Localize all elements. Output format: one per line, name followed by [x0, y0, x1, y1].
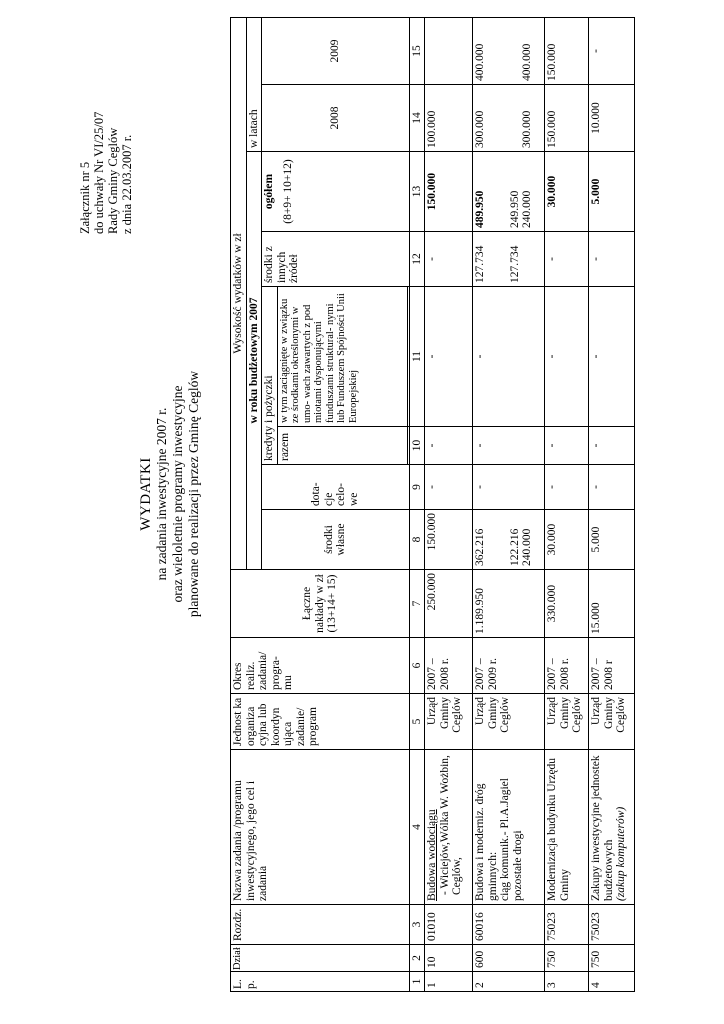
header-wysokosc: Wysokość wydatków w zł	[231, 17, 247, 569]
col-number: 10	[409, 427, 425, 465]
cell-w-tym: -	[589, 287, 635, 427]
cell-okres: 2007 – 2009 r.	[473, 638, 545, 694]
cell-okres: 2007 – 2008 r.	[545, 638, 589, 694]
header-dotacje: dota- cje celo- we	[262, 465, 410, 510]
header-rozdz: Rozdz.	[231, 905, 410, 945]
task-detail: - Wiciejów,Wólka W. Wożbin, Ceglów,	[438, 755, 463, 895]
cell-dotacje: -	[425, 465, 473, 510]
col-number: 9	[409, 465, 425, 510]
cell-srodki-inne: -	[589, 232, 635, 287]
cell-laczne: 1.189.950	[473, 570, 545, 638]
amount-total: 362.216	[474, 528, 486, 566]
header-jednostka: Jednost ka organiza cyjna lub koordyn ująca zadanie/ program	[231, 694, 410, 750]
amount-part: 300.000	[520, 110, 533, 148]
cell-okres: 2007 – 2008 r.	[425, 638, 473, 694]
header-w-roku: w roku budżetowym 2007	[246, 152, 262, 570]
col-number: 14	[409, 85, 425, 152]
cell-dotacje: -	[545, 465, 589, 510]
header-okres: Okres realiz. zadania/ progra- mu	[231, 638, 410, 694]
cell-2009: -	[589, 17, 635, 84]
table-row	[425, 17, 473, 991]
header-year-2008: 2008	[262, 85, 410, 152]
cell-2009	[473, 17, 545, 84]
amount-part: 249.950	[508, 190, 521, 228]
table-row	[473, 17, 545, 991]
cell-dzial: 750	[589, 945, 635, 972]
cell-dotacje: -	[589, 465, 635, 510]
cell-rozdz: 75023	[545, 905, 589, 945]
title-line: na zadania inwestycyjne 2007 r.	[154, 407, 169, 581]
amount-part: 122.216	[508, 528, 521, 566]
cell-srodki-wlasne: 5.000	[589, 510, 635, 570]
cell-w-tym: -	[545, 287, 589, 427]
cell-2009: 150.000	[545, 17, 589, 84]
cell-nazwa	[473, 750, 545, 905]
title-line: planowane do realizacji przez Gminę Ceglów	[186, 370, 201, 618]
cell-nazwa	[589, 750, 635, 905]
col-number: 4	[409, 750, 425, 905]
title-heading: WYDATKI	[138, 457, 154, 531]
cell-rozdz: 01010	[425, 905, 473, 945]
amount-part: 127.734	[508, 245, 521, 283]
cell-rozdz: 60016	[473, 905, 545, 945]
task-name: Zakupy inwestycyjne jednostek budżetowych	[590, 755, 615, 901]
cell-razem: -	[473, 427, 545, 465]
cell-jednostka: Urząd Gminy Ceglów	[425, 694, 473, 750]
amount-part: 240.000	[521, 528, 533, 566]
header-kredyty: kredyty i pożyczki	[262, 287, 278, 465]
attachment-line: Rady Gminy Ceglów	[106, 127, 120, 234]
header-ogolem	[262, 152, 410, 232]
col-number: 11	[409, 287, 425, 427]
cell-dotacje: -	[473, 465, 545, 510]
cell-srodki-inne: -	[425, 232, 473, 287]
title-line: oraz wieloletnie programy inwestycyjne	[170, 385, 185, 603]
header-dzial: Dział	[231, 945, 410, 972]
table-row	[589, 17, 635, 991]
column-number-row	[409, 17, 425, 991]
task-name: Budowa wodociągu	[426, 809, 438, 901]
cell-srodki-inne: -	[545, 232, 589, 287]
col-number: 8	[409, 510, 425, 570]
col-number: 6	[409, 638, 425, 694]
amount-total: 300.000	[474, 110, 486, 148]
cell-2008	[473, 85, 545, 152]
cell-2009	[425, 17, 473, 84]
cell-rozdz: 75023	[589, 905, 635, 945]
attachment-note	[78, 14, 134, 234]
cell-w-tym: -	[425, 287, 473, 427]
cell-srodki-wlasne: 30.000	[545, 510, 589, 570]
cell-jednostka: Urząd Gminy Ceglów	[545, 694, 589, 750]
col-number: 3	[409, 905, 425, 945]
cell-razem: -	[425, 427, 473, 465]
cell-lp: 3	[545, 972, 589, 992]
cell-jednostka: Urząd Gminy Ceglów	[589, 694, 635, 750]
ogolem-formula: (8+9+ 10+12)	[281, 159, 294, 224]
header-w-latach: w latach	[246, 17, 262, 151]
investment-table	[230, 17, 635, 992]
cell-w-tym: -	[473, 287, 545, 427]
amount-total: 400.000	[474, 43, 486, 81]
cell-lp: 4	[589, 972, 635, 992]
header-srodki-wlasne: środki własne	[262, 510, 410, 570]
cell-ogolem	[473, 152, 545, 232]
col-number: 2	[409, 945, 425, 972]
cell-nazwa: Modernizacja budynku Urzędu Gminy	[545, 750, 589, 905]
cell-dzial: 750	[545, 945, 589, 972]
cell-okres: 2007 – 2008 r	[589, 638, 635, 694]
cell-srodki-inne	[473, 232, 545, 287]
cell-srodki-wlasne	[473, 510, 545, 570]
ogolem-label: ogółem	[263, 173, 275, 210]
cell-srodki-wlasne: 150.000	[425, 510, 473, 570]
document-title	[138, 264, 202, 724]
col-number: 15	[409, 17, 425, 84]
col-number: 7	[409, 570, 425, 638]
attachment-line: Załącznik nr 5	[78, 161, 92, 234]
cell-dzial: 10	[425, 945, 473, 972]
header-laczne: Łączne nakłady w zł (13+14+ 15)	[231, 570, 410, 638]
attachment-line: z dnia 22.03.2007 r.	[120, 134, 134, 234]
cell-2008: 150.000	[545, 85, 589, 152]
header-lp: L. p.	[231, 972, 410, 992]
col-number: 12	[409, 232, 425, 287]
header-srodki-inne: środki z innych źródeł	[262, 232, 410, 287]
table-row	[545, 17, 589, 991]
col-number: 1	[409, 972, 425, 992]
cell-ogolem: 5.000	[589, 152, 635, 232]
cell-laczne: 250.000	[425, 570, 473, 638]
cell-2008: 10.000	[589, 85, 635, 152]
task-name: Budowa i moderniz. dróg gminnych:	[474, 783, 499, 901]
amount-total: 127.734	[474, 245, 486, 283]
task-detail: ciąg komunik.- Pl.A.Jagiel pozostałe drogi	[499, 778, 524, 901]
cell-ogolem: 150.000	[425, 152, 473, 232]
amount-total: 489.950	[474, 190, 486, 228]
amount-part: 240.000	[521, 190, 533, 228]
header-nazwa: Nazwa zadania /programu inwestycyjnego, jego cel i zadania	[231, 750, 410, 905]
cell-razem: -	[545, 427, 589, 465]
attachment-line: do uchwały Nr VI/25/07	[92, 111, 106, 234]
cell-jednostka: Urząd Gminy Ceglów	[473, 694, 545, 750]
header-w-tym: w tym zaciągnięte w związku ze środkami określonymi w umo- wach zawartych z pod miotami dysponującymi funduszami struktural- nymi lub Funduszem Spójności Unii Europejskiej	[277, 287, 407, 427]
cell-2008: 100.000	[425, 85, 473, 152]
cell-nazwa	[425, 750, 473, 905]
task-detail: (zakup komputerów)	[615, 806, 627, 901]
cell-laczne: 15.000	[589, 570, 635, 638]
cell-dzial: 600	[473, 945, 545, 972]
col-number: 13	[409, 152, 425, 232]
col-number: 5	[409, 694, 425, 750]
header-year-2009: 2009	[262, 17, 410, 84]
cell-ogolem: 30.000	[545, 152, 589, 232]
header-razem: razem	[277, 427, 407, 465]
cell-razem: -	[589, 427, 635, 465]
amount-part: 400.000	[520, 43, 533, 81]
cell-lp: 1	[425, 972, 473, 992]
cell-laczne: 330.000	[545, 570, 589, 638]
cell-lp: 2	[473, 972, 545, 992]
